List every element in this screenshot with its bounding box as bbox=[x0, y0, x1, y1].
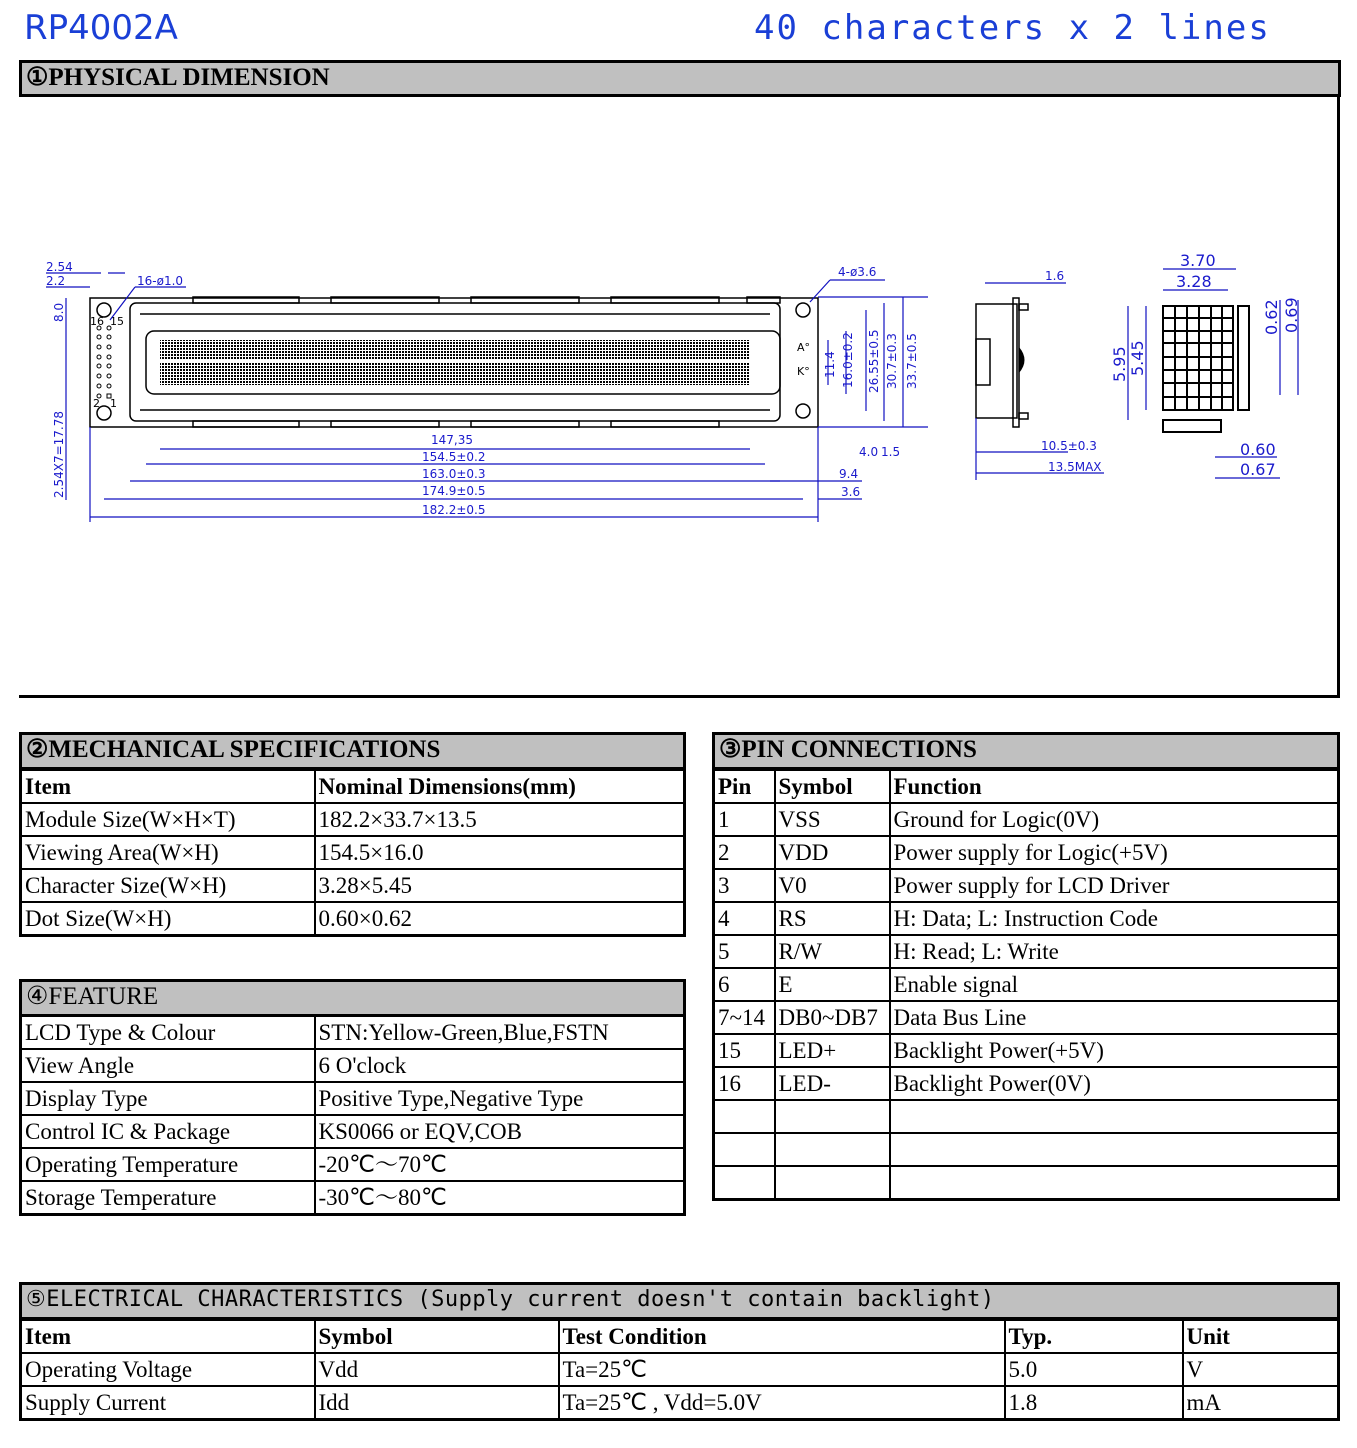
table-header-row bbox=[21, 770, 685, 804]
cell: 5 bbox=[714, 935, 775, 968]
cell: mA bbox=[1183, 1386, 1339, 1420]
table-row bbox=[714, 902, 1339, 935]
table-row bbox=[21, 1353, 1339, 1386]
svg-text:0.69: 0.69 bbox=[1282, 297, 1301, 333]
section-feature-header: ④FEATURE bbox=[19, 979, 686, 1017]
cell: KS0066 or EQV,COB bbox=[315, 1115, 685, 1148]
cell: Backlight Power(0V) bbox=[890, 1067, 1339, 1100]
cell: Enable signal bbox=[890, 968, 1339, 1001]
cell: 7~14 bbox=[714, 1001, 775, 1034]
format-title: 40 characters x 2 lines bbox=[754, 8, 1271, 48]
svg-text:2: 2 bbox=[93, 397, 100, 410]
column-header: Pin bbox=[714, 770, 775, 804]
svg-text:13.5MAX: 13.5MAX bbox=[1048, 460, 1102, 474]
svg-text:15: 15 bbox=[110, 315, 124, 328]
mechanical-specs-table bbox=[19, 768, 686, 937]
table-row bbox=[21, 1082, 685, 1115]
cell: 3.28×5.45 bbox=[315, 869, 685, 902]
svg-text:182.2±0.5: 182.2±0.5 bbox=[422, 503, 486, 517]
table-row bbox=[714, 1034, 1339, 1067]
pin-connections-table bbox=[712, 768, 1340, 1201]
empty-row bbox=[714, 1133, 1339, 1166]
table-header-row bbox=[714, 770, 1339, 804]
cell: View Angle bbox=[21, 1049, 315, 1082]
char-row-2 bbox=[160, 363, 750, 385]
cell: Backlight Power(+5V) bbox=[890, 1034, 1339, 1067]
table-row bbox=[21, 1148, 685, 1181]
cell: 16 bbox=[714, 1067, 775, 1100]
cell: LED+ bbox=[775, 1034, 890, 1067]
cell: Supply Current bbox=[21, 1386, 315, 1420]
empty-row bbox=[714, 1100, 1339, 1133]
cell: Dot Size(W×H) bbox=[21, 902, 315, 936]
cell: STN:Yellow-Green,Blue,FSTN bbox=[315, 1016, 685, 1049]
cell: Vdd bbox=[315, 1353, 559, 1386]
cell: -20℃～70℃ bbox=[315, 1148, 685, 1181]
cell: DB0~DB7 bbox=[775, 1001, 890, 1034]
table-row bbox=[21, 869, 685, 902]
table-row bbox=[714, 1067, 1339, 1100]
svg-text:147,35: 147,35 bbox=[431, 433, 473, 447]
table-row bbox=[714, 935, 1339, 968]
cell: 154.5×16.0 bbox=[315, 836, 685, 869]
svg-text:3.28: 3.28 bbox=[1176, 272, 1212, 291]
svg-text:154.5±0.2: 154.5±0.2 bbox=[422, 450, 486, 464]
table-row bbox=[714, 836, 1339, 869]
cell: 2 bbox=[714, 836, 775, 869]
svg-text:16: 16 bbox=[90, 315, 104, 328]
svg-text:33.7±0.5: 33.7±0.5 bbox=[905, 333, 919, 389]
svg-text:0.67: 0.67 bbox=[1240, 460, 1276, 479]
cell: 4 bbox=[714, 902, 775, 935]
cell: Control IC & Package bbox=[21, 1115, 315, 1148]
cell: R/W bbox=[775, 935, 890, 968]
cell: E bbox=[775, 968, 890, 1001]
svg-text:2.54X7=17.78: 2.54X7=17.78 bbox=[52, 411, 66, 498]
cell: 1 bbox=[714, 803, 775, 836]
front-dimensions bbox=[46, 260, 928, 522]
svg-text:4.0: 4.0 bbox=[859, 445, 879, 459]
cell: Operating Voltage bbox=[21, 1353, 315, 1386]
svg-text:1.6: 1.6 bbox=[1045, 269, 1065, 283]
column-header: Function bbox=[890, 770, 1339, 804]
cell: LED- bbox=[775, 1067, 890, 1100]
cell: 15 bbox=[714, 1034, 775, 1067]
cell: Data Bus Line bbox=[890, 1001, 1339, 1034]
dimension-drawing bbox=[0, 0, 1357, 700]
column-header: Unit bbox=[1183, 1320, 1339, 1354]
svg-text:5.95: 5.95 bbox=[1110, 346, 1129, 382]
svg-text:3.70: 3.70 bbox=[1180, 251, 1216, 270]
table-row bbox=[714, 869, 1339, 902]
cell: Ta=25℃ bbox=[559, 1353, 1005, 1386]
module-front-view bbox=[90, 297, 818, 427]
table-row bbox=[21, 902, 685, 936]
svg-text:174.9±0.5: 174.9±0.5 bbox=[422, 484, 486, 498]
svg-text:1: 1 bbox=[110, 397, 117, 410]
cell: 6 bbox=[714, 968, 775, 1001]
cell: Power supply for Logic(+5V) bbox=[890, 836, 1339, 869]
column-header: Symbol bbox=[315, 1320, 559, 1354]
section-pin-connections-header: ③PIN CONNECTIONS bbox=[712, 732, 1340, 770]
column-header: Item bbox=[21, 770, 315, 804]
cell: V0 bbox=[775, 869, 890, 902]
cell: 6 O'clock bbox=[315, 1049, 685, 1082]
cell: H: Read; L: Write bbox=[890, 935, 1339, 968]
svg-text:26.55±0.5: 26.55±0.5 bbox=[867, 329, 881, 393]
svg-text:16.0±0.2: 16.0±0.2 bbox=[841, 332, 855, 388]
cell: Idd bbox=[315, 1386, 559, 1420]
column-header: Typ. bbox=[1005, 1320, 1183, 1354]
svg-text:2.54: 2.54 bbox=[46, 260, 73, 274]
cell: V bbox=[1183, 1353, 1339, 1386]
column-header: Symbol bbox=[775, 770, 890, 804]
svg-text:9.4: 9.4 bbox=[839, 467, 859, 481]
cell: 3 bbox=[714, 869, 775, 902]
cell: Positive Type,Negative Type bbox=[315, 1082, 685, 1115]
cell: Character Size(W×H) bbox=[21, 869, 315, 902]
column-header: Nominal Dimensions(mm) bbox=[315, 770, 685, 804]
cell: VDD bbox=[775, 836, 890, 869]
svg-text:A°: A° bbox=[797, 341, 811, 354]
svg-text:4-ø3.6: 4-ø3.6 bbox=[838, 265, 877, 279]
electrical-table bbox=[19, 1318, 1340, 1421]
table-header-row bbox=[21, 1320, 1339, 1354]
table-row bbox=[714, 803, 1339, 836]
svg-text:K°: K° bbox=[797, 365, 810, 378]
table-row bbox=[21, 1016, 685, 1049]
cell: Viewing Area(W×H) bbox=[21, 836, 315, 869]
svg-text:16-ø1.0: 16-ø1.0 bbox=[137, 274, 184, 288]
model-title: RP4002A bbox=[24, 8, 178, 48]
cell: 1.8 bbox=[1005, 1386, 1183, 1420]
cell: Ground for Logic(0V) bbox=[890, 803, 1339, 836]
svg-text:8.0: 8.0 bbox=[52, 302, 66, 322]
column-header: Test Condition bbox=[559, 1320, 1005, 1354]
cell: LCD Type & Colour bbox=[21, 1016, 315, 1049]
svg-text:3.6: 3.6 bbox=[841, 485, 861, 499]
table-row bbox=[21, 836, 685, 869]
feature-table bbox=[19, 1015, 686, 1216]
svg-text:11.4: 11.4 bbox=[823, 351, 837, 378]
cell: Storage Temperature bbox=[21, 1181, 315, 1215]
table-row bbox=[21, 803, 685, 836]
section-mechanical-header: ②MECHANICAL SPECIFICATIONS bbox=[19, 732, 686, 770]
cell: RS bbox=[775, 902, 890, 935]
column-header: Item bbox=[21, 1320, 315, 1354]
table-row bbox=[714, 1001, 1339, 1034]
svg-text:2.2: 2.2 bbox=[46, 274, 66, 288]
section-physical-dimension-header: ①PHYSICAL DIMENSION bbox=[19, 60, 1341, 97]
cell: H: Data; L: Instruction Code bbox=[890, 902, 1339, 935]
cell: Power supply for LCD Driver bbox=[890, 869, 1339, 902]
module-side-view bbox=[976, 269, 1104, 480]
svg-text:5.45: 5.45 bbox=[1128, 340, 1147, 376]
cell: Module Size(W×H×T) bbox=[21, 803, 315, 836]
empty-row bbox=[714, 1166, 1339, 1200]
cell: VSS bbox=[775, 803, 890, 836]
cell: 0.60×0.62 bbox=[315, 902, 685, 936]
char-row-1 bbox=[160, 340, 750, 360]
cell: 5.0 bbox=[1005, 1353, 1183, 1386]
table-row bbox=[714, 968, 1339, 1001]
svg-text:10.5±0.3: 10.5±0.3 bbox=[1041, 439, 1097, 453]
svg-text:0.60: 0.60 bbox=[1240, 440, 1276, 459]
cell: Ta=25℃ , Vdd=5.0V bbox=[559, 1386, 1005, 1420]
table-row bbox=[21, 1386, 1339, 1420]
cell: 182.2×33.7×13.5 bbox=[315, 803, 685, 836]
character-detail bbox=[1110, 251, 1301, 479]
table-row bbox=[21, 1115, 685, 1148]
svg-text:163.0±0.3: 163.0±0.3 bbox=[422, 467, 486, 481]
cell: Operating Temperature bbox=[21, 1148, 315, 1181]
cell: -30℃～80℃ bbox=[315, 1181, 685, 1215]
section-electrical-header: ⑤ELECTRICAL CHARACTERISTICS (Supply current doesn't contain backlight) bbox=[19, 1282, 1340, 1320]
table-row bbox=[21, 1181, 685, 1215]
svg-text:30.7±0.3: 30.7±0.3 bbox=[885, 333, 899, 389]
table-row bbox=[21, 1049, 685, 1082]
cell: Display Type bbox=[21, 1082, 315, 1115]
svg-text:0.62: 0.62 bbox=[1262, 299, 1281, 335]
svg-text:1.5: 1.5 bbox=[881, 445, 901, 459]
